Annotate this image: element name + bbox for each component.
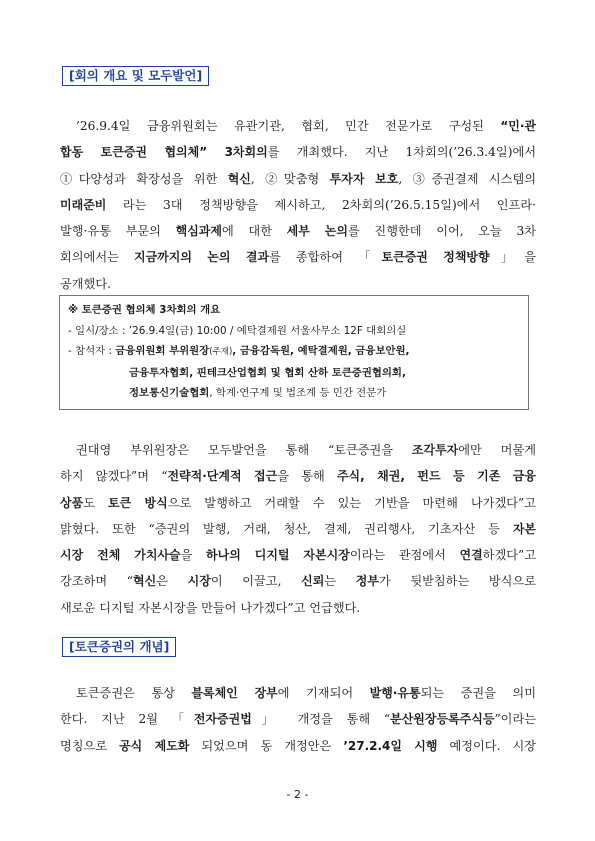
paragraph-meeting-summary	[60, 113, 536, 297]
info-box-attendees-line: 금융투자협회, 핀테크산업협회 및 협회 산하 토큰증권협의회,	[129, 366, 406, 379]
text-line: ①다양성과 확장성을 위한 혁신, ②맞춤형 투자자 보호, ③증권결제 시스템의	[60, 171, 536, 186]
text-line: 한다. 지난 2월 「전자증권법」 개정을 통해 “분산원장등록주식등”이라는	[60, 712, 536, 727]
text-line: 회의에서는 지금까지의 논의 결과를 종합하여 「토큰증권 정책방향」을	[60, 250, 536, 265]
text-line: 권대영 부위원장은 모두발언을 통해 “토큰증권을 조각투자에만 머물게	[76, 443, 536, 457]
text-line: 토큰증권은 통상 블록체인 장부에 기재되어 발행·유통되는 증권을 의미	[76, 686, 536, 700]
info-box-title: ※ 토큰증권 협의체 3차회의 개요	[68, 304, 221, 316]
text-line: 하지 않겠다”며 “전략적·단계적 접근을 통해 주식, 채권, 펀드 등 기존 금융	[60, 469, 536, 484]
text-line: 명칭으로 공식 제도화 되었으며 동 개정안은 ’27.2.4일 시행 예정이다. 시장	[60, 738, 536, 753]
text-line: 밝혔다. 또한 “증권의 발행, 거래, 청산, 결제, 권리행사, 기초자산 등 자본	[60, 521, 536, 536]
text-line: 시장 전체 가치사슬을 하나의 디지털 자본시장이라는 관점에서 연결하겠다”고	[60, 548, 536, 563]
paragraph-token-securities-concept	[60, 680, 536, 759]
text-line: 합동 토큰증권 협의체” 3차회의를 개최했다. 지난 1차회의(’26.3.4일)에서	[60, 145, 536, 160]
page-number: - 2 -	[286, 788, 309, 801]
text-line: 새로운 디지털 자본시장을 만들어 나가겠다”고 언급했다.	[60, 600, 361, 615]
text-line: 공개했다.	[60, 276, 111, 291]
text-line: 발행·유통 부문의 핵심과제에 대한 세부 논의를 진행한데 이어, 오늘 3차	[60, 224, 536, 239]
meeting-info-box	[59, 295, 529, 410]
section-heading-meeting-overview: [회의 개요 및 모두발언]	[62, 66, 209, 86]
info-box-attendees-line: - 참석자 : 금융위원회 부위원장(주재), 금융감독원, 예탁결제원, 금융보안원,	[68, 345, 410, 357]
text-line: 미래준비 라는 3대 정책방향을 제시하고, 2차회의(’26.5.15일)에서 인프라·	[60, 197, 536, 212]
section-heading-token-securities-concept: [토큰증권의 개념]	[62, 637, 176, 657]
paragraph-opening-remarks	[60, 437, 536, 621]
text-line: 상품도 토큰 방식으로 발행하고 거래할 수 있는 기반을 마련해 나가겠다”고	[60, 495, 536, 510]
info-box-date-location: - 일시/장소 : ’26.9.4일(금) 10:00 / 예탁결제원 서울사무소 12F 대회의실	[68, 324, 407, 337]
info-box-attendees-line: 정보통신기술협회, 학계·연구계 및 법조계 등 민간 전문가	[129, 387, 387, 399]
text-line: 강조하며 “혁신은 시장이 이끌고, 신뢰는 정부가 뒷받침하는 방식으로	[60, 574, 536, 589]
text-line: ’26.9.4일 금융위원회는 유관기관, 협회, 민간 전문가로 구성된 “민·관	[76, 119, 536, 133]
